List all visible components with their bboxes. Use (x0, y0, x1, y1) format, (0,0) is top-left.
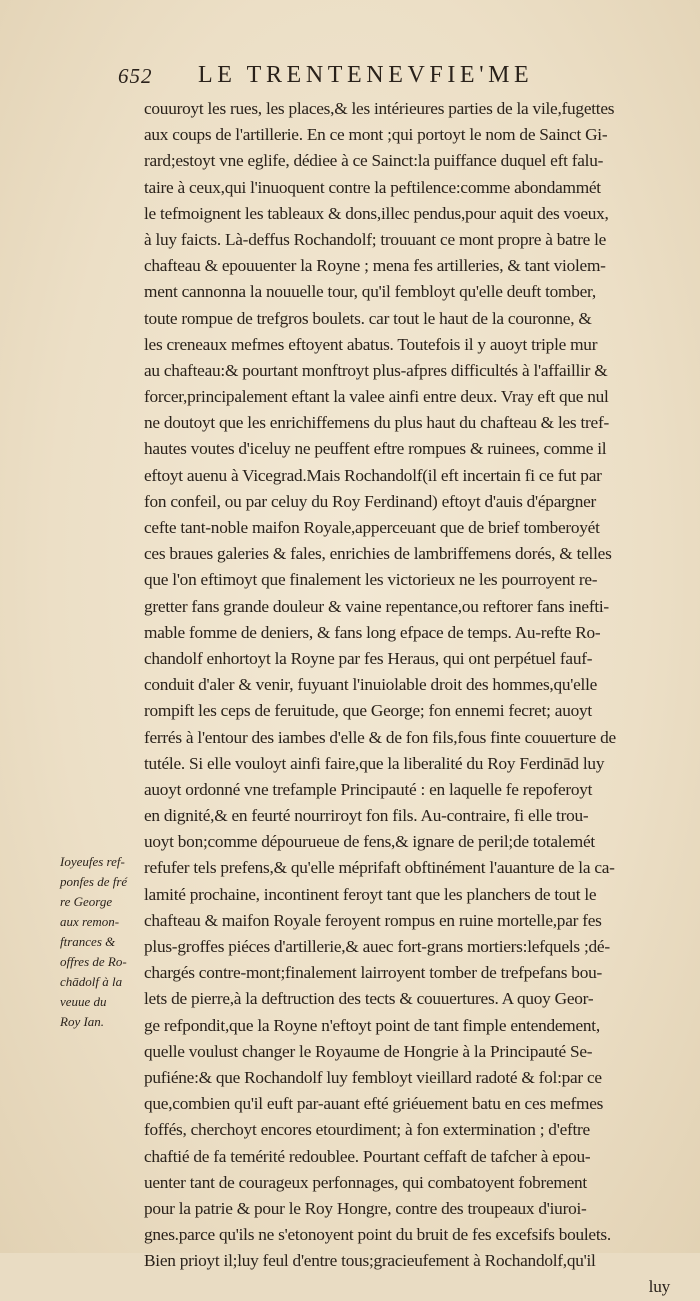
text-line: gretter fans grande douleur & vaine repentance,ou reftorer fans inefti- (144, 596, 609, 616)
text-line: eftoyt auenu à Vicegrad.Mais Rochandolf(il eft incertain fi ce fut par (144, 465, 602, 485)
text-line: pufiéne:& que Rochandolf luy fembloyt vieillard radoté & fol:par ce (144, 1067, 602, 1087)
text-line: cefte tant-noble maifon Royale,apperceuant que de brief tomberoyét (144, 518, 600, 537)
text-line: foffés, cherchoyt encores etourdiment; à fon extermination ; d'eftre (144, 1120, 590, 1140)
text-line: en dignité,& en feurté nourriroyt fon fils. Au-contraire, fi elle trou- (144, 806, 589, 826)
text-line: refufer tels prefens,& qu'elle méprifaft obftinément l'auanture de la ca- (144, 858, 615, 878)
text-line: couuroyt les rues, les places,& les intérieures parties de la vile,fugettes (144, 99, 615, 118)
text-line: toute rompue de trefgros boulets. car tout le haut de la couronne, & (144, 308, 592, 328)
text-line: rard;estoyt vne eglife, dédiee à ce Sainct:la puiffance duquel eft falu- (144, 151, 604, 171)
text-line: ment cannonna la nouuelle tour, qu'il fembloyt qu'elle deuft tomber, (144, 282, 596, 302)
margin-note-line: offres de Ro- (60, 954, 127, 969)
text-line: aux coups de l'artillerie. En ce mont ;qui portoyt le nom de Sainct Gi- (144, 125, 608, 145)
text-line: à luy faicts. Là-deffus Rochandolf; trouuant ce mont propre à batre le (144, 229, 607, 249)
text-line: que,combien qu'il euft par-auant efté griéuement batu en ces mefmes (144, 1094, 604, 1114)
margin-note-line: aux remon- (60, 914, 120, 929)
text-line: uoyt bon;comme dépourueue de fens,& ignare de peril;de totalemét (144, 832, 595, 852)
text-line: fon confeil, ou par celuy du Roy Ferdinand) eftoyt d'auis d'épargner (144, 491, 597, 511)
text-line: hautes voutes d'iceluy ne peuffent eftre rompues & ruinees, comme il (144, 439, 607, 459)
catchword: luy (648, 1277, 670, 1297)
text-line: tutéle. Si elle vouloyt ainfi faire,que la liberalité du Roy Ferdinād luy (144, 753, 605, 773)
text-line: lamité prochaine, incontinent feroyt tant que les planchers de tout le (144, 884, 597, 904)
text-line: lets de pierre,à la deftruction des tects & couuertures. A quoy Geor- (144, 989, 594, 1009)
text-line: chandolf enhortoyt la Royne par fes Heraus, qui ont perpétuel fauf- (144, 648, 593, 668)
text-line: au chafteau:& pourtant monftroyt plus-afpres difficultés à l'affaillir & (144, 360, 608, 380)
margin-note-line: re George (60, 894, 113, 909)
text-line: que l'on eftimoyt que finalement les victorieux ne les pourroyent re- (144, 570, 598, 590)
text-line: le tefmoignent les tableaux & dons,illec pendus,pour aquit des voeux, (144, 203, 609, 223)
margin-note-line: Roy Ian. (60, 1014, 105, 1029)
text-line: chargés contre-mont;finalement lairroyent tomber de trefpefans bou- (144, 963, 602, 983)
text-line: pour la patrie & pour le Roy Hongre, contre des troupeaux d'iuroi- (144, 1198, 587, 1218)
text-line: conduit d'aler & venir, fuyuant l'inuiolable droit des hommes,qu'elle (144, 675, 598, 695)
text-line: Bien prioyt il;luy feul d'entre tous;gracieufement à Rochandolf,qu'il (144, 1251, 596, 1271)
margin-note-line: chādolf à la (60, 974, 123, 989)
text-line: mable fomme de deniers, & fans long efpace de temps. Au-refte Ro- (144, 622, 601, 642)
text-line: ferrés à l'entour des iambes d'elle & de fon fils,fous finte couuerture de (144, 727, 616, 747)
text-line: chafteau & maifon Royale feroyent rompus en ruine mortelle,par fes (144, 910, 602, 930)
margin-note-line: ftrances & (60, 934, 116, 949)
text-line: ces braues galeries & fales, enrichies de lambriffemens dorés, & telles (144, 544, 612, 564)
body-text (144, 96, 674, 1301)
text-line: plus-groffes piéces d'artillerie,& auec fort-grans mortiers:lefquels ;dé- (144, 937, 610, 956)
text-line: quelle voulust changer le Royaume de Hongrie à la Principauté Se- (144, 1041, 593, 1061)
text-line: forcer,principalement eftant la valee ainfi entre deux. Vray eft que nul (144, 387, 609, 407)
text-line: ge refpondit,que la Royne n'eftoyt point de tant fimple entendement, (144, 1015, 600, 1035)
text-line: chaftié de fa temérité redoublee. Pourtant ceffaft de tafcher à epou- (144, 1146, 591, 1166)
margin-note-line: ponfes de fré (60, 874, 128, 889)
text-line: ne doutoyt que les enrichiffemens du plus haut du chafteau & les tref- (144, 413, 609, 433)
text-line: auoyt ordonné vne trefample Principauté : en laquelle fe repoferoyt (144, 779, 593, 799)
margin-note-line: Ioyeufes ref- (60, 854, 125, 869)
page-number: 652 (118, 64, 153, 88)
text-line: gnes.parce qu'ils ne s'etonoyent point du bruit de fes excefsifs boulets. (144, 1225, 611, 1245)
margin-note-line: veuue du (60, 994, 107, 1009)
margin-note (60, 852, 144, 1032)
text-line: rompift les ceps de feruitude, que George; fon ennemi fecret; auoyt (144, 701, 592, 721)
text-line: taire à ceux,qui l'inuoquent contre la peftilence:comme abondammét (144, 177, 601, 197)
running-head: LE TRENTENEVFIE'ME (198, 62, 534, 88)
text-line: les creneaux mefmes eftoyent abatus. Toutefois il y auoyt triple mur (144, 334, 598, 354)
text-line: uenter tant de courageux perfonnages, qui combatoyent fobrement (144, 1172, 587, 1192)
text-line: chafteau & epouuenter la Royne ; mena fes artilleries, & tant violem- (144, 256, 606, 276)
page-header (118, 62, 678, 92)
